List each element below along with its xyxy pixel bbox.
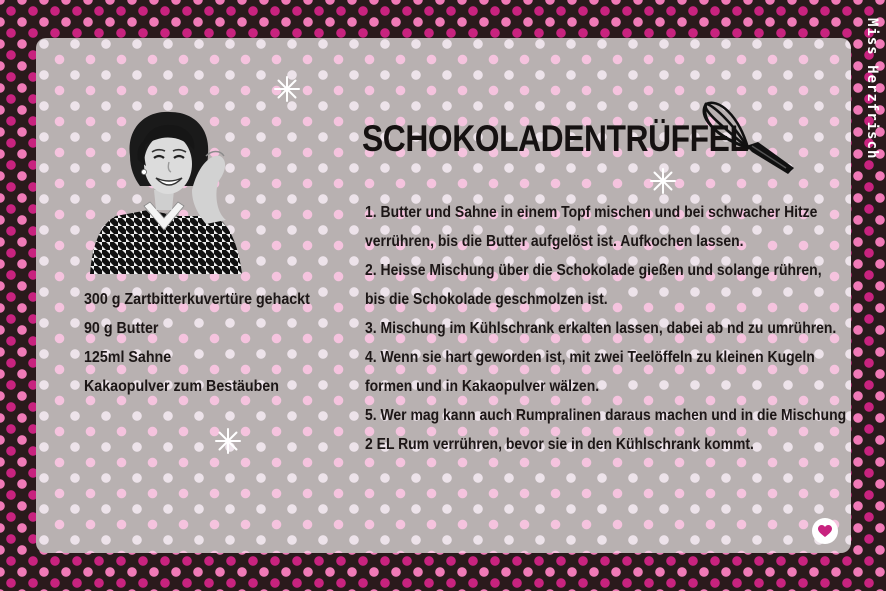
step-line: 4. Wenn sie hart geworden ist, mit zwei Teelöffeln zu kleinen Kugeln (365, 349, 815, 366)
step-line: verrühren, bis die Butter aufgelöst ist. Aufkochen lassen. (365, 233, 744, 250)
sparkle-icon (215, 428, 241, 454)
recipe-title: SCHOKOLADENTRÜFFEL (362, 118, 749, 159)
heart-badge (812, 518, 838, 544)
ingredient-item: 125ml Sahne (84, 349, 172, 366)
sparkle-icon (274, 76, 300, 102)
method-steps (365, 198, 847, 459)
step-line: 2 EL Rum verrühren, bevor sie in den Kühlschrank kommt. (365, 436, 754, 453)
step-line: 2. Heisse Mischung über die Schokolade gießen und solange rühren, (365, 262, 822, 279)
step-line: 1. Butter und Sahne in einem Topf mischen und bei schwacher Hitze (365, 204, 818, 221)
ingredient-item: 90 g Butter (84, 320, 159, 337)
step-line: 3. Mischung im Kühlschrank erkalten lassen, dabei ab nd zu umrühren. (365, 320, 837, 337)
step-line: bis die Schokolade geschmolzen ist. (365, 291, 608, 308)
step-line: 5. Wer mag kann auch Rumpralinen daraus machen und in die Mischung (365, 407, 847, 424)
recipe-card (36, 38, 851, 553)
ingredient-item: 300 g Zartbitterkuvertüre gehackt (84, 291, 310, 308)
brand-side-text: Miss Herzfrisch (864, 18, 880, 160)
ingredient-list (84, 285, 384, 401)
ingredient-item: Kakaopulver zum Bestäuben (84, 378, 279, 395)
sparkle-icon (650, 168, 676, 194)
heart-icon (818, 525, 832, 538)
step-line: formen und in Kakaopulver wälzen. (365, 378, 600, 395)
retro-woman-photo (86, 106, 254, 276)
whisk-icon (696, 94, 798, 176)
